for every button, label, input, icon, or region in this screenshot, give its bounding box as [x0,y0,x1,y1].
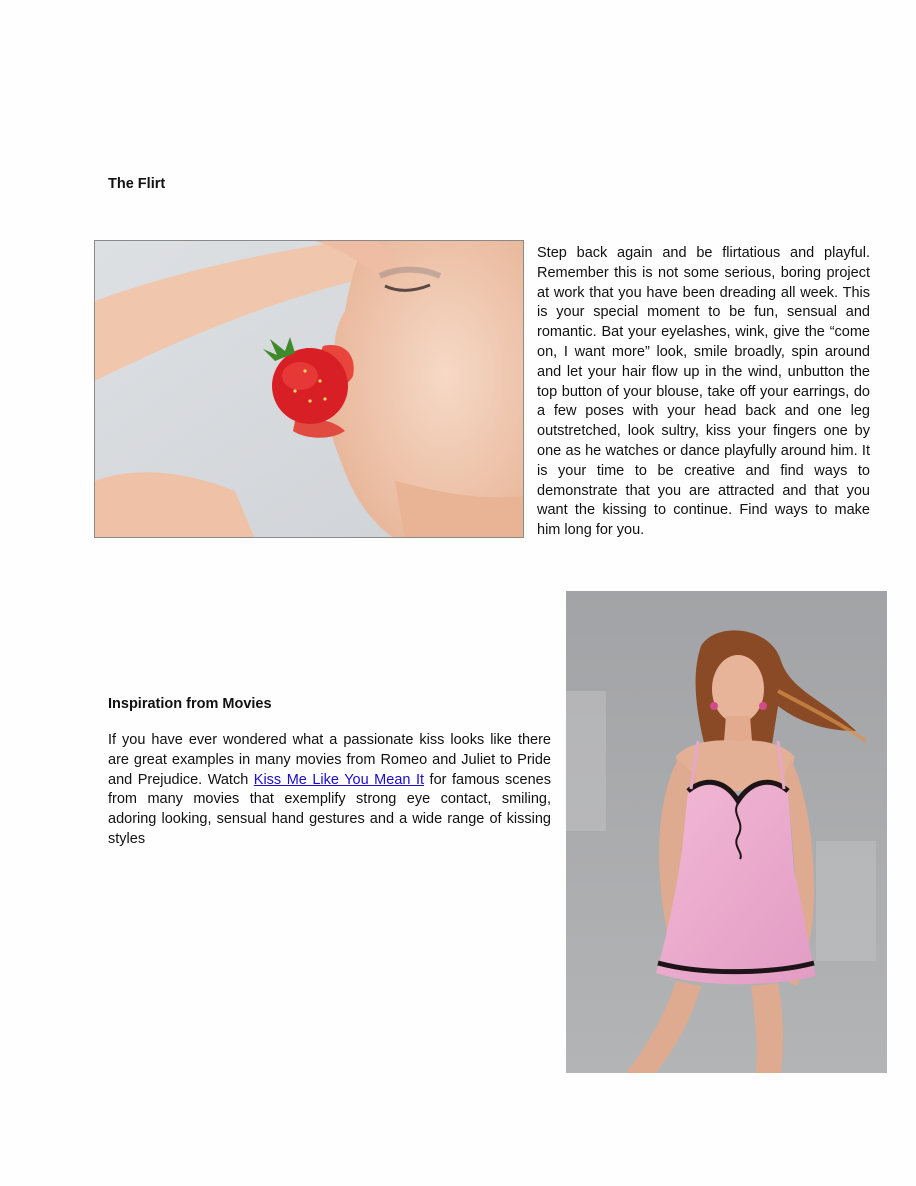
movies-paragraph [108,731,551,850]
woman-in-pink-dress-photo [566,591,887,1073]
kiss-me-like-you-mean-it-link[interactable]: Kiss Me Like You Mean It [253,771,425,788]
woman-biting-strawberry-photo [94,240,524,538]
flirt-paragraph: Step back again and be flirtatious and playful. Remember this is not some serious, boring project at work that you have been dreading all week. This is your special moment to be fun, sensual and romantic. Bat your eyelashes, wink, give the “come on, I want more” look, smile broadly, spin around and let your hair flow up in the wind, unbutton the top button of your blouse, take off your earrings, do a few poses with your head back and one leg outstretched, look sultry, kiss your fingers one by one as he watches or dance playfully around him. It is your time to be creative and find ways to demonstrate that you are attracted and that you want the kissing to continue. Find ways to make him long for you. [537,245,870,539]
movies-text-before-link: If you have ever wondered what a passionate kiss looks like there are great examples in many movies from Romeo and Juliet to Pride and Prejudice. Watch [108,732,551,788]
section-heading-movies: Inspiration from Movies [108,696,272,712]
movies-text-after-link: for famous scenes from many movies that exemplify strong eye contact, smiling, adoring looking, sensual hand gestures and a wide range of kissing styles [108,771,551,847]
section-heading-flirt: The Flirt [108,176,166,192]
